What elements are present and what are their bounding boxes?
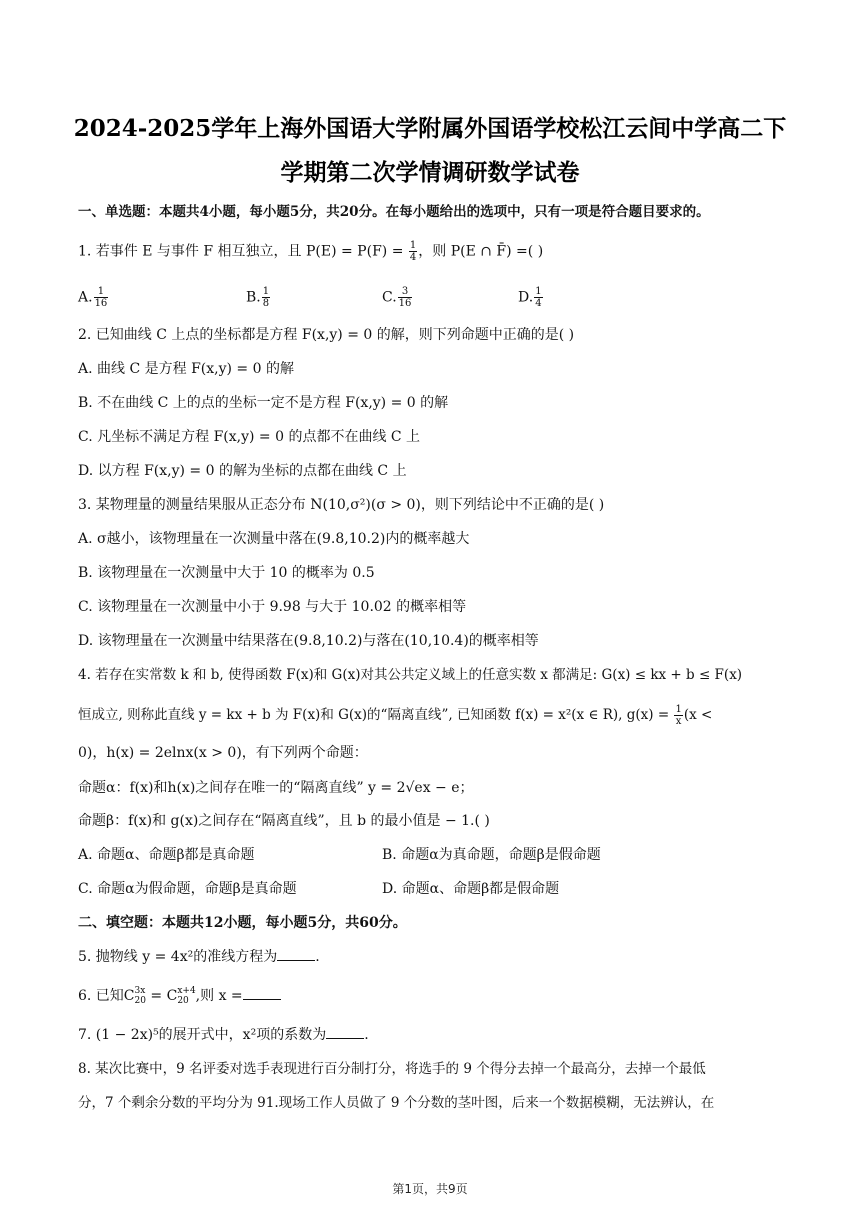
question-4-fraction: $\frac{1}{x}$ xyxy=(675,704,682,727)
question-1-option-c[interactable]: C. $\frac{3}{16}$ xyxy=(382,286,412,309)
question-5: 5. 抛物线 y = 4x²的准线方程为 . xyxy=(78,949,320,965)
question-1-stem-text: 1. 若事件 E 与事件 F 相互独立，且 P(E) = P(F) = xyxy=(78,243,408,260)
question-4-proposition-alpha: 命题α：f(x)和h(x)之间存在唯一的“隔离直线” y = 2√ex − e； xyxy=(78,780,474,796)
question-3-option-b[interactable]: B. 该物理量在一次测量中大于 10 的概率为 0.5 xyxy=(78,565,375,581)
question-4-line1: 4. 若存在实常数 k 和 b, 使得函数 F(x)和 G(x)对其公共定义域上的任意实数 x 都满足: G(x) ≤ kx + b ≤ F(x) xyxy=(78,667,743,683)
question-8-line1: 8. 某次比赛中，9 名评委对选手表现进行百分制打分，将选手的 9 个得分去掉一个最高分，去掉一个最低 xyxy=(78,1061,706,1077)
section-fill-blank-header: 二、填空题：本题共12小题，每小题5分，共60分。 xyxy=(78,915,407,931)
exam-title-line1: 2024-2025学年上海外国语大学附属外国语学校松江云间中学高二下 xyxy=(73,115,787,142)
question-2-option-a[interactable]: A. 曲线 C 是方程 F(x,y) = 0 的解 xyxy=(78,361,294,377)
question-1-fraction: $\frac{1}{4}$ xyxy=(409,240,417,263)
question-1-option-a[interactable]: A. $\frac{1}{16}$ xyxy=(78,286,108,309)
question-4-option-d[interactable]: D. 命题α、命题β都是假命题 xyxy=(382,881,560,897)
question-2-stem: 2. 已知曲线 C 上点的坐标都是方程 F(x,y) = 0 的解，则下列命题中正确的是( ) xyxy=(78,327,575,343)
question-4-line2: 恒成立, 则称此直线 y = kx + b 为 F(x)和 G(x)的“隔离直线”, 已知函数 f(x) = x²(x ∈ R), g(x) = $\frac{1}{x}$ (x < xyxy=(78,704,713,727)
question-4-option-b[interactable]: B. 命题α为真命题，命题β是假命题 xyxy=(382,847,601,863)
question-5-answer-blank[interactable] xyxy=(277,948,315,961)
question-1-stem-tail: ，则 P(E ∩ F̄) =( ) xyxy=(418,243,544,260)
question-3-option-d[interactable]: D. 该物理量在一次测量中结果落在(9.8,10.2)与落在(10,10.4)的概率相等 xyxy=(78,633,539,649)
page-footer: 第1页，共9页 xyxy=(392,1182,468,1196)
question-2-option-c[interactable]: C. 凡坐标不满足方程 F(x,y) = 0 的点都不在曲线 C 上 xyxy=(78,429,421,445)
question-2-option-b[interactable]: B. 不在曲线 C 上的点的坐标一定不是方程 F(x,y) = 0 的解 xyxy=(78,395,449,411)
question-1-stem xyxy=(78,240,543,263)
question-3-stem: 3. 某物理量的测量结果服从正态分布 N(10,σ²)(σ > 0)，则下列结论中不正确的是( ) xyxy=(78,497,605,513)
question-6-answer-blank[interactable] xyxy=(243,987,281,1000)
question-4-option-c[interactable]: C. 命题α为假命题，命题β是真命题 xyxy=(78,881,297,897)
question-3-option-a[interactable]: A. σ越小，该物理量在一次测量中落在(9.8,10.2)内的概率越大 xyxy=(78,531,470,547)
question-4-line3: 0)，h(x) = 2elnx(x > 0)，有下列两个命题： xyxy=(78,745,368,761)
question-3-option-c[interactable]: C. 该物理量在一次测量中小于 9.98 与大于 10.02 的概率相等 xyxy=(78,599,467,615)
question-1-option-d[interactable]: D. $\frac{1}{4}$ xyxy=(518,286,542,309)
question-7: 7. (1 − 2x)⁵的展开式中，x²项的系数为 . xyxy=(78,1027,369,1043)
question-4-option-a[interactable]: A. 命题α、命题β都是真命题 xyxy=(78,847,255,863)
question-1-option-b[interactable]: B. $\frac{1}{8}$ xyxy=(246,286,270,309)
section-single-choice-header: 一、单选题：本题共4小题，每小题5分，共20分。在每小题给出的选项中，只有一项是符合题目要求的。 xyxy=(78,204,710,220)
question-6: 6. 已知C 3x 20 = C x+4 20 ,则 x = xyxy=(78,986,281,1006)
question-8-line2: 分，7 个剩余分数的平均分为 91.现场工作人员做了 9 个分数的茎叶图，后来一个数据模糊，无法辨认，在 xyxy=(78,1095,715,1111)
question-7-answer-blank[interactable] xyxy=(326,1026,364,1039)
question-2-option-d[interactable]: D. 以方程 F(x,y) = 0 的解为坐标的点都在曲线 C 上 xyxy=(78,463,407,479)
exam-title-line2: 学期第二次学情调研数学试卷 xyxy=(280,159,580,186)
question-4-proposition-beta: 命题β：f(x)和 g(x)之间存在“隔离直线”，且 b 的最小值是 − 1.( ) xyxy=(78,813,490,829)
